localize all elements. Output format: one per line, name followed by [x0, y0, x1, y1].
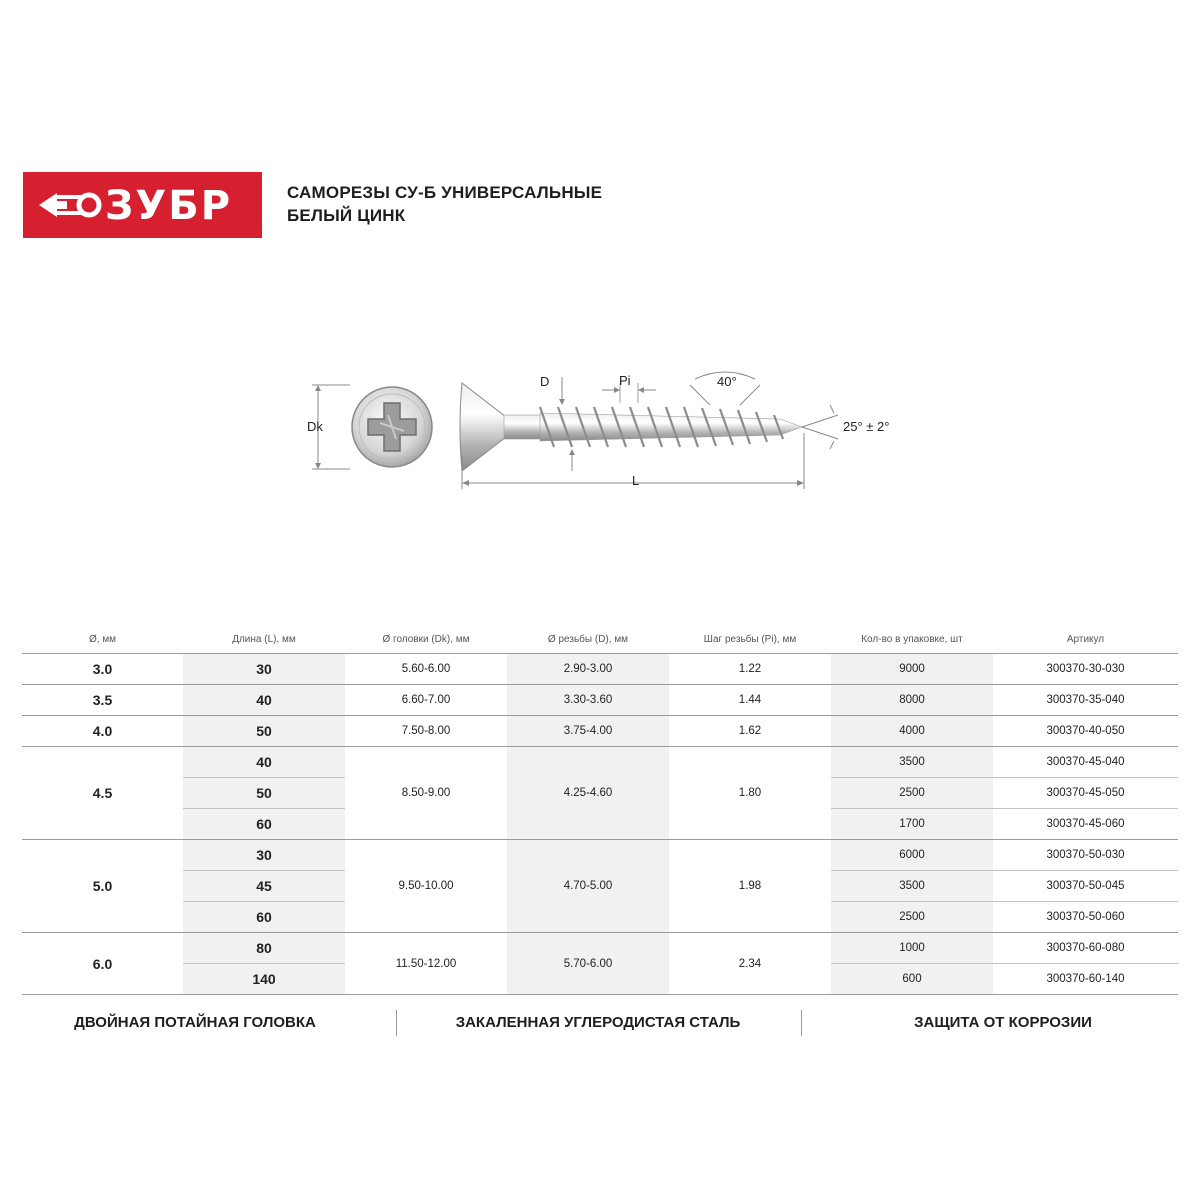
pitch-cell: 1.98: [669, 840, 831, 933]
quantity-cell: 1000: [831, 933, 993, 964]
article-cell: 300370-60-080: [993, 933, 1178, 964]
thread-diameter-cell: 4.70-5.00: [507, 840, 669, 933]
thread-diameter-cell: 3.75-4.00: [507, 716, 669, 747]
length-cell: 80: [183, 933, 345, 964]
pitch-cell: 1.62: [669, 716, 831, 747]
screw-diagram: [290, 355, 910, 500]
article-cell: 300370-35-040: [993, 685, 1178, 716]
article-cell: 300370-40-050: [993, 716, 1178, 747]
header-diameter: Ø, мм: [22, 626, 183, 654]
page-title: [287, 181, 602, 227]
dk-label: Dk: [307, 419, 323, 434]
length-cell: 140: [183, 964, 345, 995]
header-article: Артикул: [993, 626, 1178, 654]
tip-angle-label: 25° ± 2°: [843, 419, 890, 434]
feature-corrosion-protection: ЗАЩИТА ОТ КОРРОЗИИ: [914, 1014, 1092, 1031]
head-diameter-cell: 8.50-9.00: [345, 747, 507, 840]
table-row: [22, 654, 1178, 685]
head-diameter-cell: 7.50-8.00: [345, 716, 507, 747]
quantity-cell: 6000: [831, 840, 993, 871]
quantity-cell: 2500: [831, 902, 993, 933]
length-cell: 30: [183, 840, 345, 871]
feature-hardened-carbon-steel: ЗАКАЛЕННАЯ УГЛЕРОДИСТАЯ СТАЛЬ: [455, 1014, 741, 1031]
article-cell: 300370-45-060: [993, 809, 1178, 840]
header-length: Длина (L), мм: [183, 626, 345, 654]
pitch-cell: 1.44: [669, 685, 831, 716]
diameter-cell: 3.0: [22, 654, 183, 685]
thread-diameter-cell: 2.90-3.00: [507, 654, 669, 685]
header-quantity: Кол-во в упаковке, шт: [831, 626, 993, 654]
title-line-1: САМОРЕЗЫ СУ-Б УНИВЕРСАЛЬНЫЕ: [287, 183, 603, 202]
brand-logo: [23, 172, 262, 238]
quantity-cell: 600: [831, 964, 993, 995]
features-strip: [0, 1010, 1200, 1036]
article-cell: 300370-50-045: [993, 871, 1178, 902]
diameter-cell: 5.0: [22, 840, 183, 933]
thread-diameter-cell: 4.25-4.60: [507, 747, 669, 840]
quantity-cell: 3500: [831, 871, 993, 902]
screw-drawing: [290, 355, 910, 495]
thread-diameter-cell: 3.30-3.60: [507, 685, 669, 716]
title-line-2: БЕЛЫЙ ЦИНК: [287, 206, 406, 225]
thread-diameter-cell: 5.70-6.00: [507, 933, 669, 995]
zubr-logo-icon: [23, 172, 262, 238]
quantity-cell: 8000: [831, 685, 993, 716]
quantity-cell: 9000: [831, 654, 993, 685]
spec-table: [22, 626, 1178, 995]
thread-angle-label: 40°: [717, 374, 737, 389]
header-head-diameter: Ø головки (Dk), мм: [345, 626, 507, 654]
table-row: [22, 685, 1178, 716]
header-pitch: Шаг резьбы (Pi), мм: [669, 626, 831, 654]
quantity-cell: 3500: [831, 747, 993, 778]
logo-text: ЗУБР: [105, 183, 233, 229]
length-cell: 50: [183, 716, 345, 747]
head-diameter-cell: 6.60-7.00: [345, 685, 507, 716]
length-cell: 50: [183, 778, 345, 809]
article-cell: 300370-45-050: [993, 778, 1178, 809]
table-header-row: [22, 626, 1178, 654]
d-label: D: [540, 374, 550, 389]
head-diameter-cell: 11.50-12.00: [345, 933, 507, 995]
length-cell: 40: [183, 747, 345, 778]
pi-label: Pi: [619, 373, 631, 388]
feature-double-countersunk-head: ДВОЙНАЯ ПОТАЙНАЯ ГОЛОВКА: [74, 1014, 316, 1031]
article-cell: 300370-30-030: [993, 654, 1178, 685]
length-label: L: [632, 473, 640, 488]
feature-divider: [396, 1010, 397, 1036]
pitch-cell: 1.22: [669, 654, 831, 685]
diameter-cell: 4.5: [22, 747, 183, 840]
length-cell: 40: [183, 685, 345, 716]
table-row: [22, 716, 1178, 747]
diameter-cell: 6.0: [22, 933, 183, 995]
head-diameter-cell: 5.60-6.00: [345, 654, 507, 685]
length-cell: 60: [183, 902, 345, 933]
table-row: [22, 747, 1178, 778]
quantity-cell: 4000: [831, 716, 993, 747]
feature-divider: [801, 1010, 802, 1036]
length-cell: 30: [183, 654, 345, 685]
article-cell: 300370-60-140: [993, 964, 1178, 995]
article-cell: 300370-50-060: [993, 902, 1178, 933]
pitch-cell: 1.80: [669, 747, 831, 840]
quantity-cell: 2500: [831, 778, 993, 809]
article-cell: 300370-45-040: [993, 747, 1178, 778]
quantity-cell: 1700: [831, 809, 993, 840]
length-cell: 60: [183, 809, 345, 840]
diameter-cell: 3.5: [22, 685, 183, 716]
length-cell: 45: [183, 871, 345, 902]
head-diameter-cell: 9.50-10.00: [345, 840, 507, 933]
diameter-cell: 4.0: [22, 716, 183, 747]
table-row: [22, 933, 1178, 964]
header-thread-diameter: Ø резьбы (D), мм: [507, 626, 669, 654]
pitch-cell: 2.34: [669, 933, 831, 995]
article-cell: 300370-50-030: [993, 840, 1178, 871]
table-row: [22, 840, 1178, 871]
